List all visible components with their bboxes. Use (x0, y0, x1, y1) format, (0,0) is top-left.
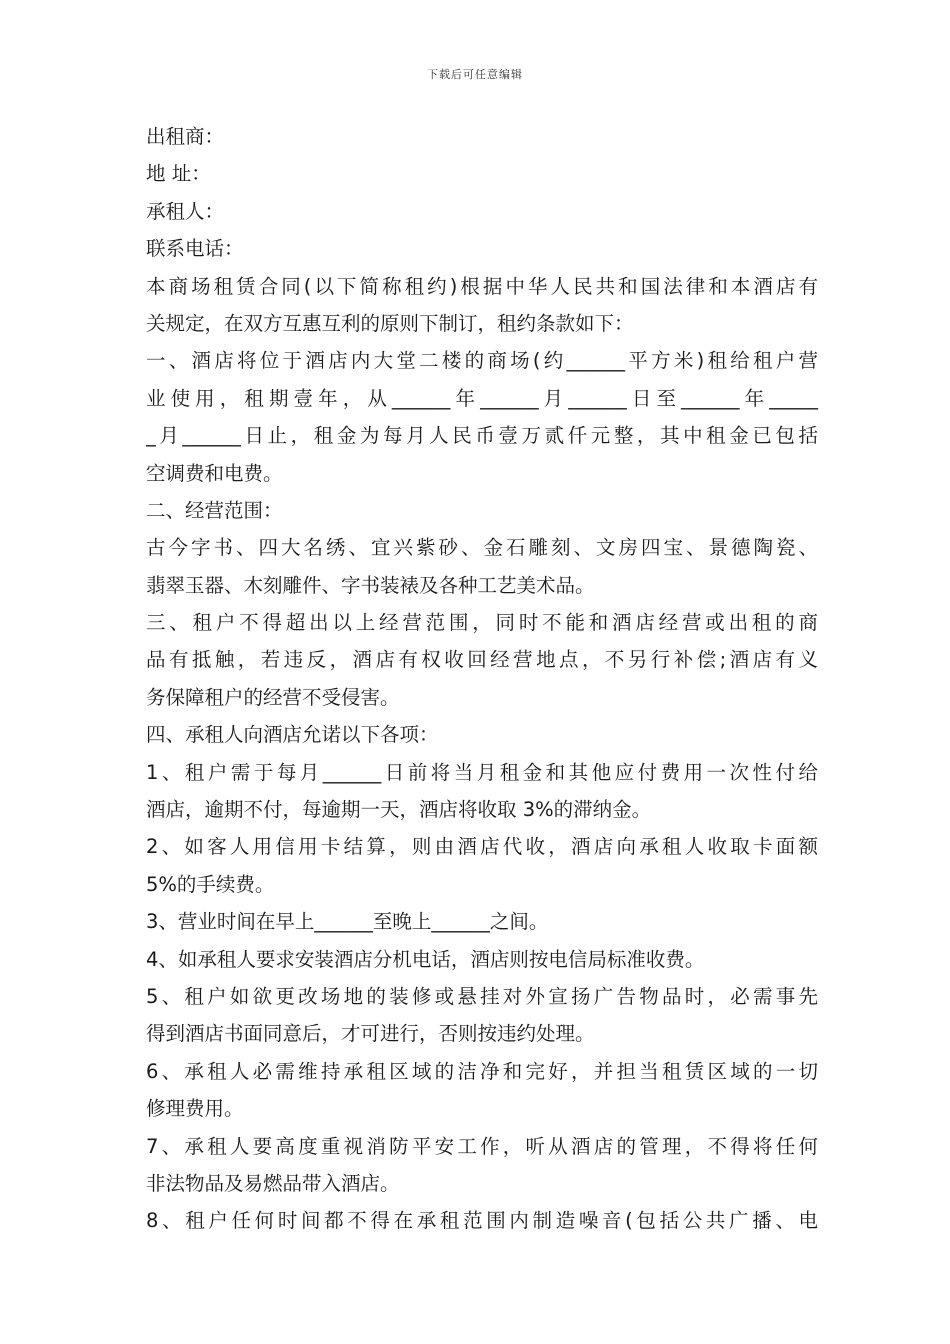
page-header-note: 下载后可任意编辑 (427, 68, 523, 81)
paragraph-line: 4、如承租人要求安装酒店分机电话，酒店则按电信局标准收费。 (146, 947, 705, 971)
paragraph-line: 务保障租户的经营不受侵害。 (146, 685, 400, 709)
paragraph-line: 8、租户任何时间都不得在承租范围内制造噪音(包括公共广播、电 (146, 1209, 818, 1233)
contract-body (146, 118, 818, 1240)
paragraph-line: _月______日止，租金为每月人民币壹万贰仟元整，其中租金已包括 (146, 424, 818, 448)
paragraph-line: 1、租户需于每月______日前将当月租金和其他应付费用一次性付给 (146, 760, 818, 784)
paragraph-line: 一、酒店将位于酒店内大堂二楼的商场(约______平方米)租给租户营 (146, 349, 818, 373)
lessee-label: 承租人： (146, 199, 225, 223)
section-heading: 二、经营范围： (146, 498, 283, 522)
phone-label: 联系电话： (146, 237, 244, 261)
paragraph-line: 本商场租赁合同(以下简称租约)根据中华人民共和国法律和本酒店有 (146, 274, 818, 298)
paragraph-line: 7、承租人要高度重视消防平安工作，听从酒店的管理，不得将任何 (146, 1134, 818, 1158)
paragraph-line: 古今字书、四大名绣、宜兴紫砂、金石雕刻、文房四宝、景德陶瓷、 (146, 536, 818, 560)
paragraph-line: 品有抵触，若违反，酒店有权收回经营地点，不另行补偿;酒店有义 (146, 648, 818, 672)
paragraph-line: 三、租户不得超出以上经营范围，同时不能和酒店经营或出租的商 (146, 611, 818, 635)
paragraph-line: 6、承租人必需维持承租区域的洁净和完好，并担当租赁区域的一切 (146, 1059, 818, 1083)
paragraph-line: 关规定，在双方互惠互利的原则下制订，租约条款如下： (146, 311, 634, 335)
lessor-label: 出租商： (146, 125, 225, 148)
paragraph-line: 得到酒店书面同意后，才可进行，否则按违约处理。 (146, 1022, 595, 1046)
paragraph-line: 修理费用。 (146, 1097, 244, 1121)
paragraph-line: 2、如客人用信用卡结算，则由酒店代收，酒店向承租人收取卡面额 (146, 835, 818, 859)
paragraph-line: 3、营业时间在早上______至晚上______之间。 (146, 910, 549, 934)
paragraph-line: 业使用，租期壹年，从______年______月______日至______年_____ (146, 386, 818, 410)
paragraph-line: 空调费和电费。 (146, 461, 283, 485)
address-label: 地 址： (146, 162, 211, 186)
paragraph-line: 酒店，逾期不付，每逾期一天，酒店将收取 3%的滞纳金。 (146, 798, 652, 822)
paragraph-line: 翡翠玉器、木刻雕件、字书装裱及各种工艺美术品。 (146, 573, 595, 597)
section-heading: 四、承租人向酒店允诺以下各项： (146, 723, 439, 747)
paragraph-line: 非法物品及易燃品带入酒店。 (146, 1171, 400, 1195)
paragraph-line: 5、租户如欲更改场地的装修或悬挂对外宣扬广告物品时，必需事先 (146, 984, 818, 1008)
paragraph-line: 5%的手续费。 (146, 872, 275, 896)
